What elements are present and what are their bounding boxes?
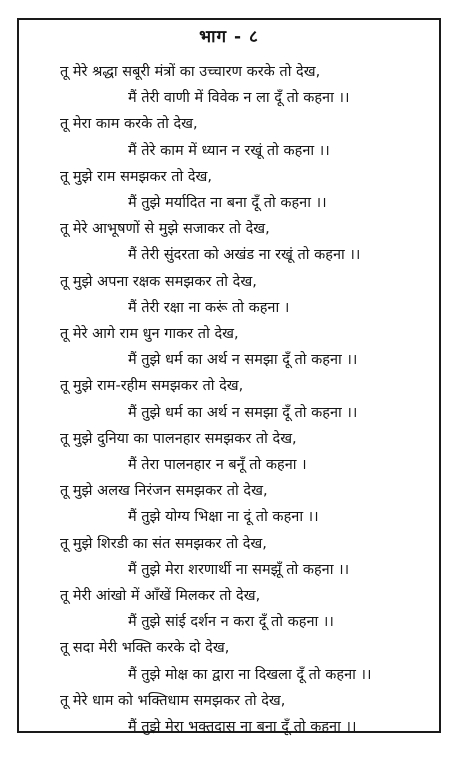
- verse-line-second: मैं तेरी सुंदरता को अखंड ना रखूं तो कहना ।।: [128, 247, 361, 264]
- verse-line-second: मैं तेरी रक्षा ना करूं तो कहना ।: [128, 299, 290, 316]
- verse-line-second: मैं तुझे योग्य भिक्षा ना दूं तो कहना ।।: [128, 509, 319, 526]
- verse-line-first: तू मेरे आगे राम धुन गाकर तो देख,: [60, 326, 239, 342]
- verse-line-second: मैं तुझे सांई दर्शन न करा दूँ तो कहना ।।: [128, 614, 334, 631]
- page-title: भाग - ८: [199, 27, 259, 47]
- verse-line-second: मैं तुझे मेरा शरणार्थी ना समझूँ तो कहना ।।: [128, 561, 350, 578]
- verse-line-first: तू मेरा काम करके तो देख,: [60, 116, 198, 133]
- verse-line-first: तू मेरी आंखो में आँखें मिलकर तो देख,: [60, 588, 261, 604]
- verse-line-first: तू मेरे श्रद्धा सबूरी मंत्रों का उच्चारण करके तो देख,: [60, 64, 321, 80]
- verse-line-second: मैं तुझे मर्यादित ना बना दूँ तो कहना ।।: [128, 195, 327, 211]
- verse-line-first: तू सदा मेरी भक्ति करके दो देख,: [60, 640, 230, 657]
- verse-line-first: तू मुझे अपना रक्षक समझकर तो देख,: [60, 273, 257, 290]
- verse-line-second: मैं तुझे मोक्ष का द्वारा ना दिखला दूँ तो कहना ।।: [128, 666, 372, 683]
- verse-line-first: तू मुझे राम समझकर तो देख,: [60, 168, 212, 185]
- verse-line-second: मैं तुझे धर्म का अर्थ न समझा दूँ तो कहना ।।: [128, 404, 358, 421]
- verse-line-second: मैं तुझे धर्म का अर्थ न समझा दूँ तो कहना ।।: [128, 352, 358, 369]
- verse-line-first: तू मुझे दुनिया का पालनहार समझकर तो देख,: [60, 430, 297, 447]
- verse-line-first: तू मेरे आभूषणों से मुझे सजाकर तो देख,: [60, 221, 270, 238]
- verse-line-first: तू मुझे शिरडी का संत समझकर तो देख,: [60, 535, 267, 552]
- verse-line-second: मैं तेरी वाणी में विवेक न ला दूँ तो कहना ।।: [128, 90, 350, 107]
- verse-line-second: मैं तेरे काम में ध्यान न रखूं तो कहना ।।: [128, 142, 330, 159]
- verse-line-first: तू मेरे धाम को भक्तिधाम समझकर तो देख,: [60, 692, 286, 709]
- verse-line-first: तू मुझे राम-रहीम समझकर तो देख,: [60, 378, 244, 395]
- verse-line-second: मैं तेरा पालनहार न बनूँ तो कहना ।: [128, 457, 307, 473]
- verse-line-second: मैं तुझे मेरा भक्तदास ना बना दूँ तो कहना ।।: [128, 719, 357, 735]
- verse-line-first: तू मुझे अलख निरंजन समझकर तो देख,: [60, 483, 268, 500]
